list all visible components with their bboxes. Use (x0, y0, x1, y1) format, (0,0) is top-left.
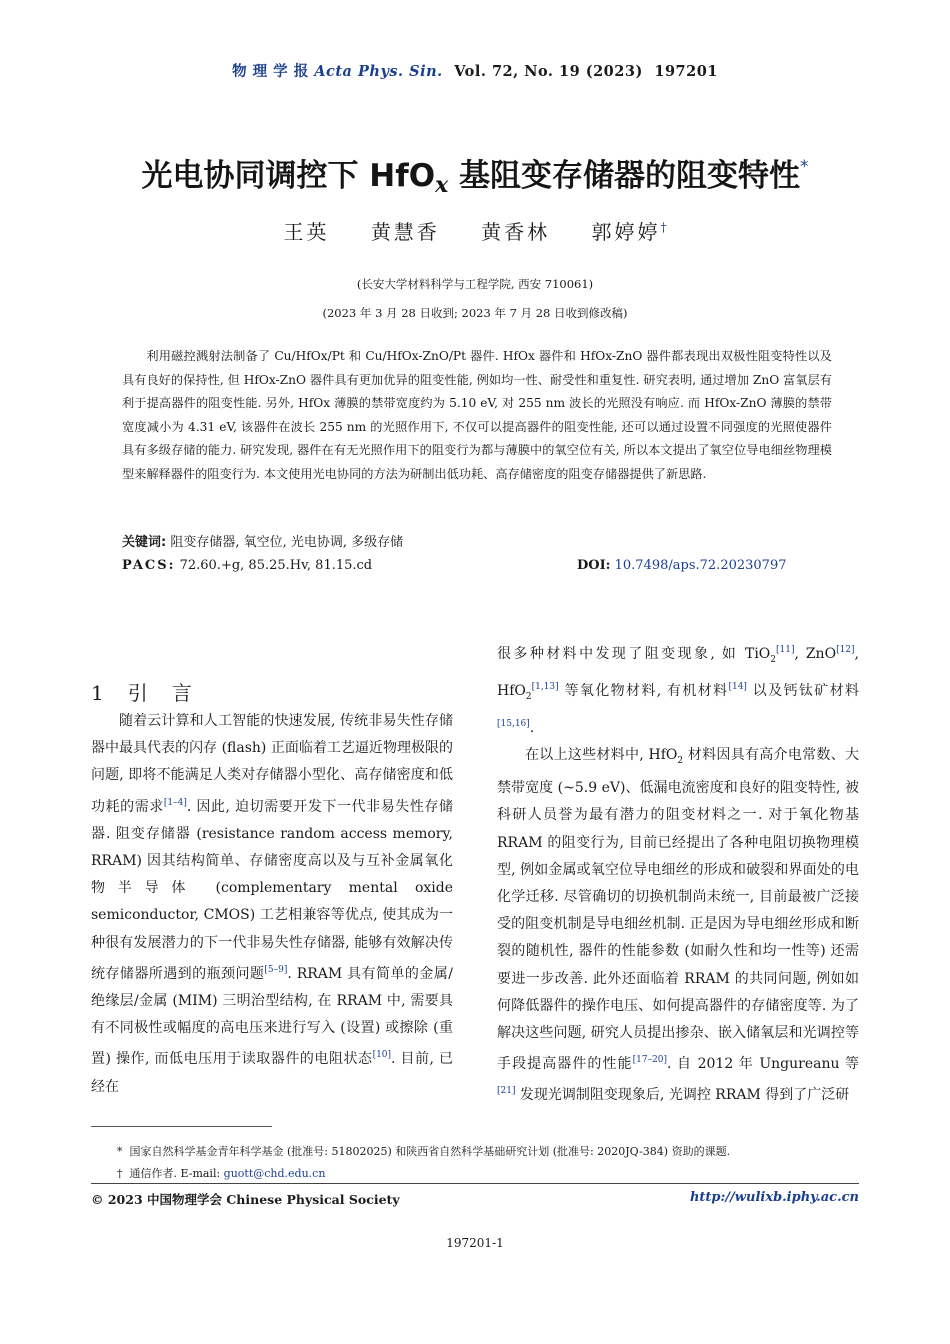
author-4-name: 郭婷婷 (591, 220, 661, 244)
section-number: 1 (91, 681, 128, 705)
keywords-label: 关键词: (122, 535, 167, 550)
title-rest: 基阻变存储器的阻变特性 (448, 158, 800, 194)
right-column (497, 637, 859, 1110)
doi (577, 558, 786, 573)
citation[interactable]: [10] (372, 1050, 392, 1061)
abstract-text: 利用磁控溅射法制备了 Cu/HfOx/Pt 和 Cu/HfOx-ZnO/Pt 器件. HfOx 器件和 HfOx-ZnO 器件都表现出双极性阻变特性以及具有良好的保持性, 但 HfOx-ZnO 器件具有更加优异的阻变性能, 例如均一性、耐受性和重复性. 研究表明, 通过增加 ZnO 富氧层有利于提高器件的阻变性能. 另外, HfOx 薄膜的禁带宽度约为 5.10 eV, 对 255 nm 波长的光照没有响应. 而 HfOx-ZnO 薄膜的禁带宽度减小为 4.31 eV, 该器件在波长 255 nm 的光照作用下, 不仅可以提高器件的阻变性能, 还可以通过设置不同强度的光照使器件具有多级存储的能力. 研究发现, 器件在有无光照作用下的阻变行为都与薄膜中的氧空位有关, 所以本文提出了氧空位导电细丝物理模型来解释器件的阻变行为. 本文使用光电协同的方法为研制出低功耗、高存储密度的阻变存储器提供了新思路. (122, 349, 832, 481)
article-number: 197201 (654, 63, 718, 80)
citation[interactable]: [12] (836, 645, 855, 655)
journal-name-cn: 物 理 学 报 (232, 63, 309, 80)
bottom-divider (91, 1183, 859, 1184)
continued-paragraph (497, 637, 859, 742)
volume-info: Vol. 72, No. 19 (2023) (454, 63, 643, 80)
subscript: 2 (770, 654, 777, 665)
subscript: 2 (525, 691, 532, 702)
citation[interactable]: [21] (497, 1086, 516, 1097)
running-header (0, 60, 950, 81)
author-list (0, 216, 950, 245)
email-link[interactable]: guott@chd.edu.cn (223, 1167, 326, 1180)
citation[interactable]: [1,13] (531, 682, 559, 692)
author-3: 黄香林 (481, 220, 551, 244)
citation[interactable]: [5–9] (264, 964, 288, 975)
footnote-corresponding (117, 1165, 325, 1181)
title-main: 光电协同调控下 HfO (141, 158, 436, 194)
footnote-mark: * (117, 1145, 123, 1158)
text: . (529, 720, 535, 736)
intro-paragraph (91, 708, 453, 1101)
keywords (122, 531, 842, 550)
section-heading (91, 677, 216, 706)
affiliation: (长安大学材料科学与工程学院, 西安 710061) (356, 277, 594, 291)
author-1: 王英 (283, 220, 330, 244)
journal-name-en: Acta Phys. Sin. (314, 63, 443, 80)
left-column (91, 708, 453, 1101)
doi-label: DOI: (577, 558, 611, 573)
subscript: 2 (677, 756, 684, 766)
hfo2-paragraph (497, 742, 859, 1109)
corresponding-mark: † (660, 220, 667, 235)
text: . 因此, 迫切需要开发下一代非易失性存储器. 阻变存储器 (resistance random access memory, RRAM) 因其结构简单、存储密度高以及与互补金属氧化物半导体 (complementary mental oxide semiconductor, CMOS) 工艺相兼容等优点, 使其成为一种很有发展潜力的下一代非易失性存储器, 能够有效解决传统存储器所遇到的瓶颈问题 (91, 798, 453, 982)
footnote-text: 通信作者. E-mail: (129, 1167, 224, 1180)
text: 很多种材料中发现了阻变现象, 如 TiO (497, 646, 771, 662)
doi-link[interactable]: 10.7498/aps.72.20230797 (614, 558, 787, 573)
pacs-text: 72.60.+g, 85.25.Hv, 81.15.cd (179, 558, 373, 573)
author-4 (592, 220, 667, 244)
text: 以及钙钛矿材料 (746, 683, 859, 699)
text: 材料因具有高介电常数、大禁带宽度 (~5.9 eV)、低漏电流密度和良好的阻变特性, 被科研人员誉为最有潜力的阻变材料之一. 对于氧化物基 RRAM 的阻变行为, 目前已经提出了各种电阻切换物理模型, 例如金属或氧空位导电细丝的形成和破裂和界面处的电化学迁移. 尽管确切的切换机制尚未统一, 目前最被广泛接受的阻变机制是导电细丝机制. 正是因为导电细丝形成和断裂的随机性, 器件的性能参数 (如耐久性和均一性等) 还需要进一步改善. 此外还面临着 RRAM 的共同问题, 例如如何降低器件的操作电压、如何提高器件的存储密度等. 为了解决这些问题, 研究人员提出掺杂、嵌入储氧层和光调控等手段提高器件的性能 (497, 747, 859, 1073)
title-footnote-mark: * (800, 157, 809, 177)
text: 等氧化物材料, 有机材料 (558, 683, 729, 699)
footnote-text: 国家自然科学基金青年科学基金 (批准号: 51802025) 和陕西省自然科学基础研究计划 (批准号: 2020JQ-384) 资助的课题. (129, 1145, 731, 1158)
citation[interactable]: [1–4] (163, 797, 187, 808)
journal-website-link[interactable]: http://wulixb.iphy.ac.cn (689, 1190, 859, 1205)
copyright: © 2023 中国物理学会 Chinese Physical Society (91, 1192, 400, 1207)
text: 在以上这些材料中, HfO (525, 747, 678, 764)
pacs-label: PACS: (122, 558, 176, 573)
abstract (122, 345, 832, 487)
text: . RRAM 具有简单的金属/绝缘层/金属 (MIM) 三明治型结构, 在 RRAM 中, 需要具有不同极性或幅度的高电压来进行写入 (设置) 或擦除 (重置) 操作, 而低电压用于读取器件的电阻状态 (91, 965, 453, 1068)
footnote-divider (91, 1126, 272, 1127)
text: . 目前, 已经在 (91, 1051, 453, 1095)
citation[interactable]: [11] (776, 645, 795, 655)
title-subscript: x (435, 172, 449, 198)
keywords-text: 阻变存储器, 氧空位, 光电协调, 多级存储 (170, 535, 404, 550)
text: , HfO (497, 646, 859, 699)
text: . 自 2012 年 Ungureanu 等 (667, 1056, 859, 1073)
citation[interactable]: [15,16] (497, 719, 530, 729)
citation[interactable]: [14] (728, 682, 747, 692)
page-number: 197201-1 (446, 1236, 504, 1250)
footnote-funding (117, 1143, 730, 1159)
text: , ZnO (794, 646, 837, 662)
footnote-mark: † (117, 1167, 123, 1180)
author-2: 黄慧香 (370, 220, 440, 244)
citation[interactable]: [17–20] (632, 1055, 668, 1066)
paper-title (0, 150, 950, 198)
section-title: 引言 (127, 681, 216, 705)
text: 发现光调制阻变现象后, 光调控 RRAM 得到了广泛研 (515, 1087, 850, 1104)
pacs (122, 558, 372, 573)
received-dates: (2023 年 3 月 28 日收到; 2023 年 7 月 28 日收到修改稿) (322, 306, 628, 320)
text: 随着云计算和人工智能的快速发展, 传统非易失性存储器中最具代表的闪存 (flash) 正面临着工艺逼近物理极限的问题, 即将不能满足人类对存储器小型化、高存储密度和低功耗的需求 (91, 713, 453, 815)
